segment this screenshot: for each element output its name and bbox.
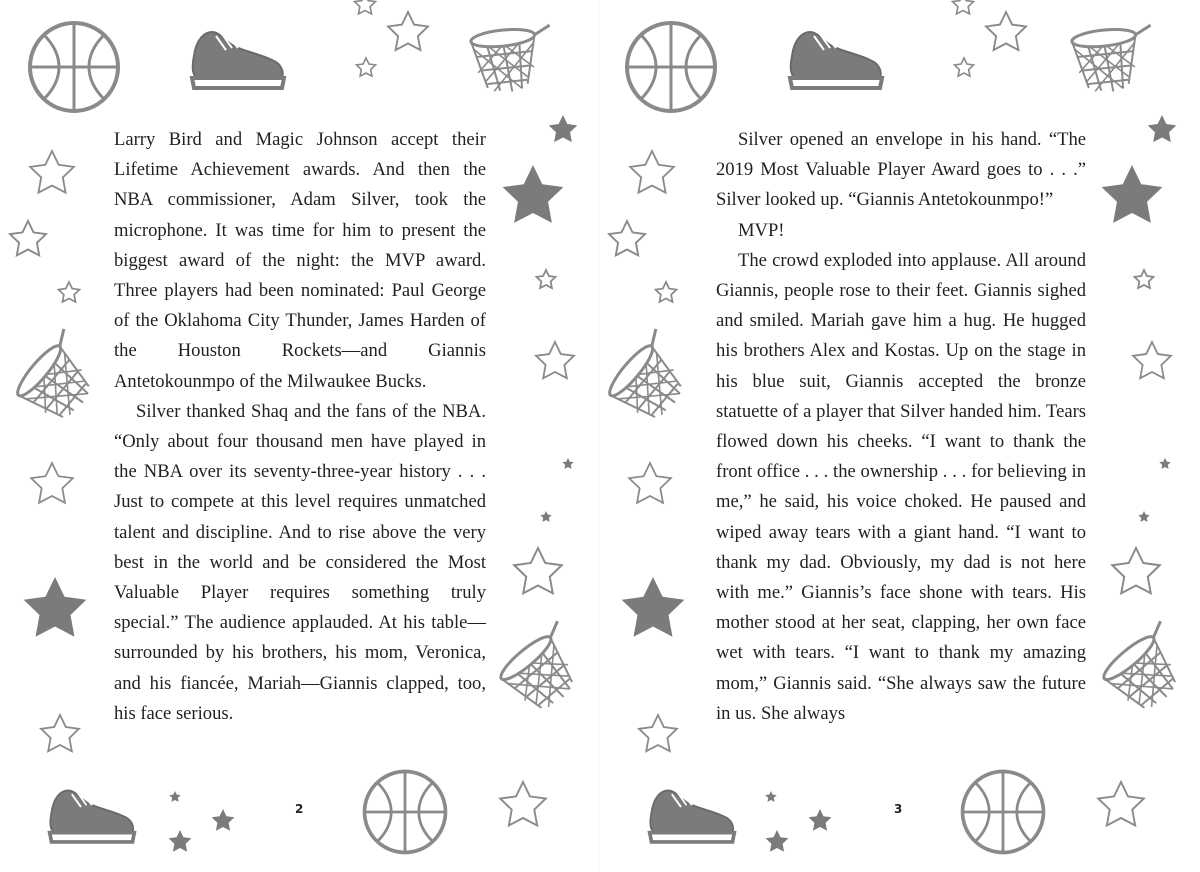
star-outline-icon	[59, 282, 80, 302]
paragraph: The crowd exploded into applause. All around Giannis, people rose to their feet. Giannis sighed and smiled. Mariah gave him a hug. He hugged his brothers Alex and Kostas. Up on the stage in his blue suit, Giannis accepted the bronze statuette of a player that Silver handed him. Tears flowed down his cheeks. “I want to thank the front office . . . the ownership . . . for believing in me,” he said, his voice choked. He paused and wiped away tears with a giant hand. “I want to thank my dad. Obviously, my dad is not here with me.” Giannis’s face shone with tears. His mother stood at her seat, clapping, her own face wet with tears. “I want to thank my amazing mom,” Giannis said. “She always saw the future in us. She always	[716, 249, 1086, 724]
star-filled-icon	[766, 830, 789, 852]
star-outline-icon	[41, 715, 79, 751]
star-outline-icon	[355, 0, 376, 14]
star-outline-icon	[656, 282, 677, 302]
star-filled-icon	[540, 511, 551, 522]
star-outline-icon	[953, 0, 974, 14]
sneaker-icon	[650, 790, 735, 842]
page-number: 2	[295, 802, 305, 816]
star-filled-icon	[622, 577, 685, 637]
star-filled-icon	[212, 809, 235, 831]
star-outline-icon	[1098, 782, 1144, 825]
sneaker-icon	[790, 32, 882, 88]
star-filled-icon	[169, 791, 180, 802]
star-outline-icon	[357, 58, 376, 76]
star-outline-icon	[500, 782, 546, 825]
star-filled-icon	[1138, 511, 1149, 522]
star-outline-icon	[630, 151, 674, 193]
basketball-icon	[963, 772, 1044, 853]
basketball-icon	[30, 23, 118, 111]
page-number: 3	[894, 802, 904, 816]
star-filled-icon	[1148, 115, 1177, 142]
star-outline-icon	[10, 221, 46, 255]
star-filled-icon	[503, 165, 564, 223]
star-filled-icon	[1159, 458, 1170, 469]
basketball-hoop-net-icon	[496, 621, 597, 720]
paragraph: Larry Bird and Magic Johnson accept their Lifetime Achievement awards. And then the NBA commissioner, Adam Silver, took the microphone. It was time for him to present the biggest award of the night: the MVP award. Three players had been nominated: Paul George of the Oklahoma City Thunder, James Harden of the Houston Rockets—and Giannis Antetokounmpo of the Milwaukee Bucks.	[114, 129, 486, 392]
star-outline-icon	[536, 342, 574, 378]
star-outline-icon	[986, 12, 1026, 50]
paragraph: Silver thanked Shaq and the fans of the NBA. “Only about four thousand men have played in the NBA over its seventy-three-year history . . . Just to compete at this level requires unmatched talent and discipline. And to rise above the very best in the world and be considered the Most Valuable Player requires something truly special.” The audience applauded. At his table—surrounded by his brothers, his mom, Veronica, and his fiancée, Mariah—Giannis clapped, too, his face serious.	[114, 400, 486, 724]
star-outline-icon	[1133, 342, 1171, 378]
star-filled-icon	[809, 809, 832, 831]
star-filled-icon	[1102, 165, 1163, 223]
basketball-hoop-net-icon	[1099, 621, 1200, 720]
star-outline-icon	[609, 221, 645, 255]
basketball-hoop-net-icon	[604, 329, 703, 430]
star-outline-icon	[1112, 548, 1160, 593]
basketball-hoop-net-icon	[12, 329, 111, 430]
star-outline-icon	[537, 270, 556, 288]
sneaker-icon	[192, 32, 284, 88]
star-outline-icon	[31, 463, 73, 503]
basketball-hoop-net-icon	[1071, 25, 1157, 95]
star-outline-icon	[388, 12, 428, 50]
star-outline-icon	[639, 715, 677, 751]
star-filled-icon	[169, 830, 192, 852]
paragraph: MVP!	[738, 219, 785, 241]
star-filled-icon	[24, 577, 87, 637]
star-outline-icon	[629, 463, 671, 503]
star-outline-icon	[514, 548, 562, 593]
left-page-body-text	[114, 125, 486, 729]
star-filled-icon	[562, 458, 573, 469]
star-outline-icon	[1135, 270, 1154, 288]
basketball-icon	[627, 23, 715, 111]
basketball-hoop-net-icon	[470, 25, 556, 95]
star-filled-icon	[765, 791, 776, 802]
star-filled-icon	[549, 115, 578, 142]
star-outline-icon	[30, 151, 74, 193]
star-outline-icon	[955, 58, 974, 76]
sneaker-icon	[50, 790, 135, 842]
right-page	[600, 0, 1200, 872]
paragraph: Silver opened an envelope in his hand. “The 2019 Most Valuable Player Award goes to . . .” Silver looked up. “Giannis Antetokounmpo!”	[716, 129, 1086, 211]
basketball-icon	[365, 772, 446, 853]
right-page-body-text	[716, 125, 1086, 729]
